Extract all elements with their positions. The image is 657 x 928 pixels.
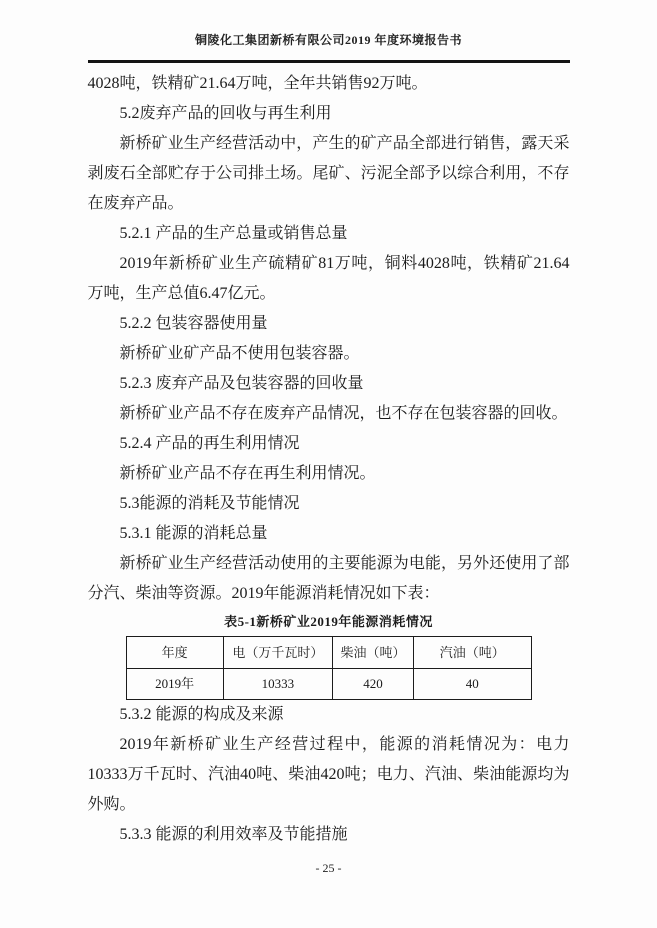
heading-5-2: 5.2废弃产品的回收与再生利用 [119, 105, 332, 122]
heading-5-3-1: 5.3.1 能源的消耗总量 [119, 525, 268, 542]
heading-5-3-3: 5.3.3 能源的利用效率及节能措施 [119, 826, 348, 843]
table-caption: 表5-1新桥矿业2019年能源消耗情况 [224, 614, 433, 629]
heading-5-2-3: 5.2.3 废弃产品及包装容器的回收量 [119, 375, 364, 392]
table-cell-year: 2019年 [126, 669, 223, 700]
table-cell-diesel: 420 [333, 669, 414, 700]
body-paragraph: 新桥矿业生产经营活动中，产生的矿产品全部进行销售，露天采剥废石全部贮存于公司排土场。尾矿、污泥全部予以综合利用，不存在废弃产品。 [87, 135, 570, 212]
document-header-title: 铜陵化工集团新桥有限公司2019 年度环境报告书 [194, 33, 462, 47]
table-header-electricity: 电（万千瓦时） [223, 637, 332, 669]
continuation-paragraph: 4028吨，铁精矿21.64万吨，全年共销售92万吨。 [87, 75, 428, 92]
heading-5-3-2: 5.3.2 能源的构成及来源 [119, 706, 284, 723]
table-row [126, 669, 531, 700]
table-cell-electricity: 10333 [223, 669, 332, 700]
table-header-diesel: 柴油（吨） [333, 637, 414, 669]
page-number: - 25 - [315, 861, 342, 875]
body-paragraph: 新桥矿业产品不存在再生利用情况。 [119, 465, 376, 482]
table-header-year: 年度 [126, 637, 223, 669]
heading-5-2-2: 5.2.2 包装容器使用量 [119, 315, 268, 332]
header-divider-rule [88, 60, 570, 63]
heading-5-3: 5.3能源的消耗及节能情况 [119, 495, 300, 512]
document-body [88, 69, 570, 850]
body-paragraph: 2019年新桥矿业生产经营过程中，能源的消耗情况为：电力10333万千瓦时、汽油40吨、柴油420吨；电力、汽油、柴油能源均为外购。 [87, 736, 570, 813]
heading-5-2-1: 5.2.1 产品的生产总量或销售总量 [119, 225, 348, 242]
body-paragraph: 新桥矿业产品不存在废弃产品情况，也不存在包装容器的回收。 [119, 405, 568, 422]
body-paragraph: 2019年新桥矿业生产硫精矿81万吨，铜料4028吨，铁精矿21.64万吨，生产总值6.47亿元。 [87, 255, 570, 302]
energy-consumption-table [126, 636, 532, 700]
body-paragraph: 新桥矿业生产经营活动使用的主要能源为电能，另外还使用了部分汽、柴油等资源。2019年能源消耗情况如下表： [87, 555, 570, 602]
table-header-gasoline: 汽油（吨） [414, 637, 531, 669]
body-paragraph: 新桥矿业矿产品不使用包装容器。 [119, 345, 360, 362]
heading-5-2-4: 5.2.4 产品的再生利用情况 [119, 435, 300, 452]
table-header-row [126, 637, 531, 669]
table-cell-gasoline: 40 [414, 669, 531, 700]
